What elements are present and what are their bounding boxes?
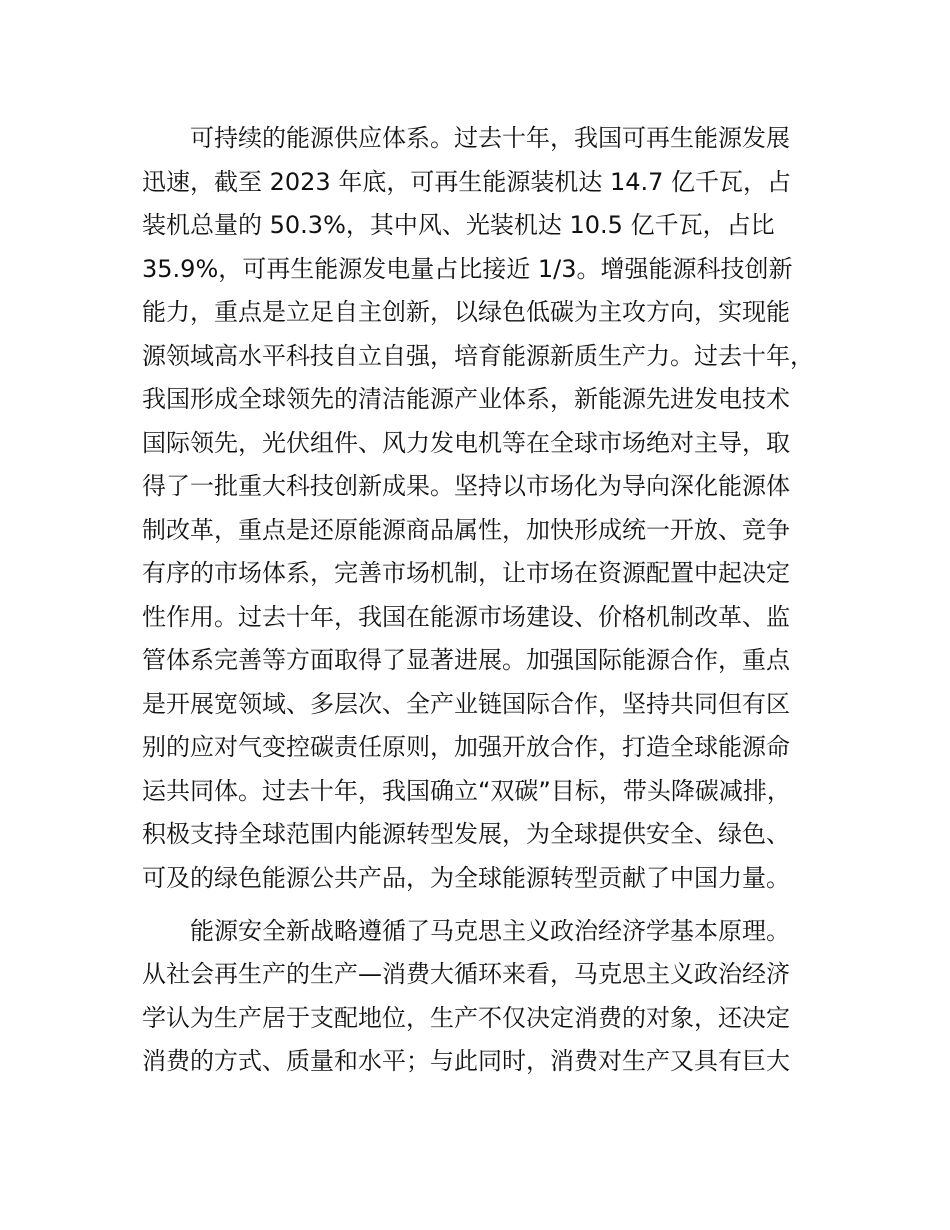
paragraph-1-line-9: 得了一批重大科技创新成果。坚持以市场化为导向深化能源体 — [142, 472, 790, 500]
paragraph-1-line-14: 是开展宽领域、多层次、全产业链国际合作，坚持共同但有区 — [142, 690, 790, 718]
paragraph-1-line-8: 国际领先，光伏组件、风力发电机等在全球市场绝对主导，取 — [142, 429, 790, 457]
paragraph-1-line-2: 迅速，截至 2023 年底，可再生能源装机达 14.7 亿千瓦，占 — [142, 168, 792, 196]
paragraph-1-line-12: 性作用。过去十年，我国在能源市场建设、价格机制改革、监 — [142, 603, 790, 631]
paragraph-1-line-5: 能力，重点是立足自主创新，以绿色低碳为主攻方向，实现能 — [142, 298, 790, 326]
paragraph-1-line-17: 积极支持全球范围内能源转型发展，为全球提供安全、绿色、 — [142, 820, 790, 848]
paragraph-1-line-1: 可持续的能源供应体系。过去十年，我国可再生能源发展 — [190, 124, 790, 152]
paragraph-2-line-4: 消费的方式、质量和水平；与此同时，消费对生产又具有巨大 — [142, 1047, 790, 1075]
paragraph-1-line-18: 可及的绿色能源公共产品，为全球能源转型贡献了中国力量。 — [142, 864, 790, 892]
paragraph-2-line-1: 能源安全新战略遵循了马克思主义政治经济学基本原理。 — [190, 917, 790, 945]
paragraph-1-line-13: 管体系完善等方面取得了显著进展。加强国际能源合作，重点 — [142, 646, 790, 674]
paragraph-1-line-10: 制改革，重点是还原能源商品属性，加快形成统一开放、竞争 — [142, 516, 790, 544]
paragraph-1-line-4: 35.9%，可再生能源发电量占比接近 1/3。增强能源科技创新 — [142, 255, 793, 283]
paragraph-1-line-7: 我国形成全球领先的清洁能源产业体系，新能源先进发电技术 — [142, 385, 790, 413]
paragraph-1-line-15: 别的应对气变控碳责任原则，加强开放合作，打造全球能源命 — [142, 733, 790, 761]
paragraph-1-line-16: 运共同体。过去十年，我国确立“双碳”目标，带头降碳减排， — [142, 777, 791, 805]
paragraph-2-line-3: 学认为生产居于支配地位，生产不仅决定消费的对象，还决定 — [142, 1004, 790, 1032]
paragraph-1-line-3: 装机总量的 50.3%，其中风、光装机达 10.5 亿千瓦，占比 — [142, 211, 775, 239]
paragraph-2-line-2: 从社会再生产的生产—消费大循环来看，马克思主义政治经济 — [142, 960, 790, 988]
paragraph-1-line-11: 有序的市场体系，完善市场机制，让市场在资源配置中起决定 — [142, 559, 790, 587]
paragraph-1-line-6: 源领域高水平科技自立自强，培育能源新质生产力。过去十年， — [142, 342, 814, 370]
